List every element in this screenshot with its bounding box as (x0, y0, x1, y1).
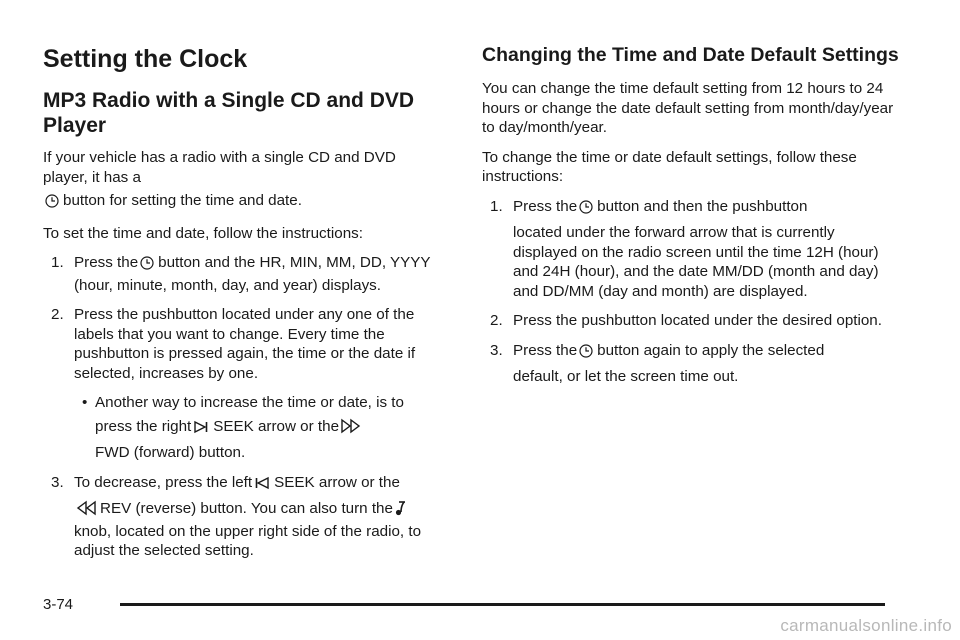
right-column (482, 44, 902, 397)
seek-right-icon (193, 420, 209, 440)
tune-knob-icon (395, 500, 407, 522)
left-bullet: • Another way to increase the time or date, is to press the right SEEK arrow or the FWD (forward) button. (82, 394, 404, 461)
right-step-2: 2. Press the pushbutton located under the desired option. (490, 312, 882, 329)
defaults-paragraph-1: You can change the time default setting from 12 hours to 24 hours or change the date default setting from month/day/year to day/month/year. (482, 80, 894, 136)
left-step-3: 3. To decrease, press the left SEEK arrow or the REV (reverse) button. You can also turn the knob, located on the upper right side of the radio, to adjust the selected setting. (51, 473, 422, 559)
left-column (43, 44, 443, 571)
left-step-2: 2. Press the pushbutton located under any one of the labels that you want to change. Every time the pushbutton is pressed again, the time or the date if selected, increases by one. (51, 306, 416, 382)
intro-paragraph: If your vehicle has a radio with a single CD and DVD player, it has a button for setting the time and date. (43, 148, 443, 214)
instructions-paragraph: To set the time and date, follow the instructions: (43, 224, 363, 242)
fast-forward-icon (341, 418, 361, 440)
footer-rule (120, 603, 885, 606)
right-step-3: 3. Press the button again to apply the selected default, or let the screen time out. (490, 341, 825, 385)
section-heading-defaults: Changing the Time and Date Default Settings (482, 44, 899, 66)
right-step-1: 1. Press the button and then the pushbutton located under the forward arrow that is currently displayed on the radio screen until the time 12H (hour) and 24H (hour), and the date MM/DD (month and day) and DD/MM (day and month) are displayed. (490, 197, 879, 300)
defaults-paragraph-2: To change the time or date default settings, follow these instructions: (482, 148, 857, 185)
page-title: Setting the Clock (43, 45, 248, 73)
section-heading-mp3: MP3 Radio with a Single CD and DVD Player (43, 89, 415, 137)
clock-icon (45, 194, 59, 214)
page-number: 3-74 (43, 596, 74, 613)
left-step-1: 1. Press the button and the HR, MIN, MM, DD, YYYY (hour, minute, month, day, and year) displays. (51, 254, 431, 294)
watermark: carmanualsonline.info (780, 616, 952, 635)
reverse-icon (76, 500, 96, 522)
clock-icon (579, 344, 593, 364)
clock-icon (140, 256, 154, 276)
seek-left-icon (254, 476, 270, 496)
clock-icon (579, 200, 593, 220)
